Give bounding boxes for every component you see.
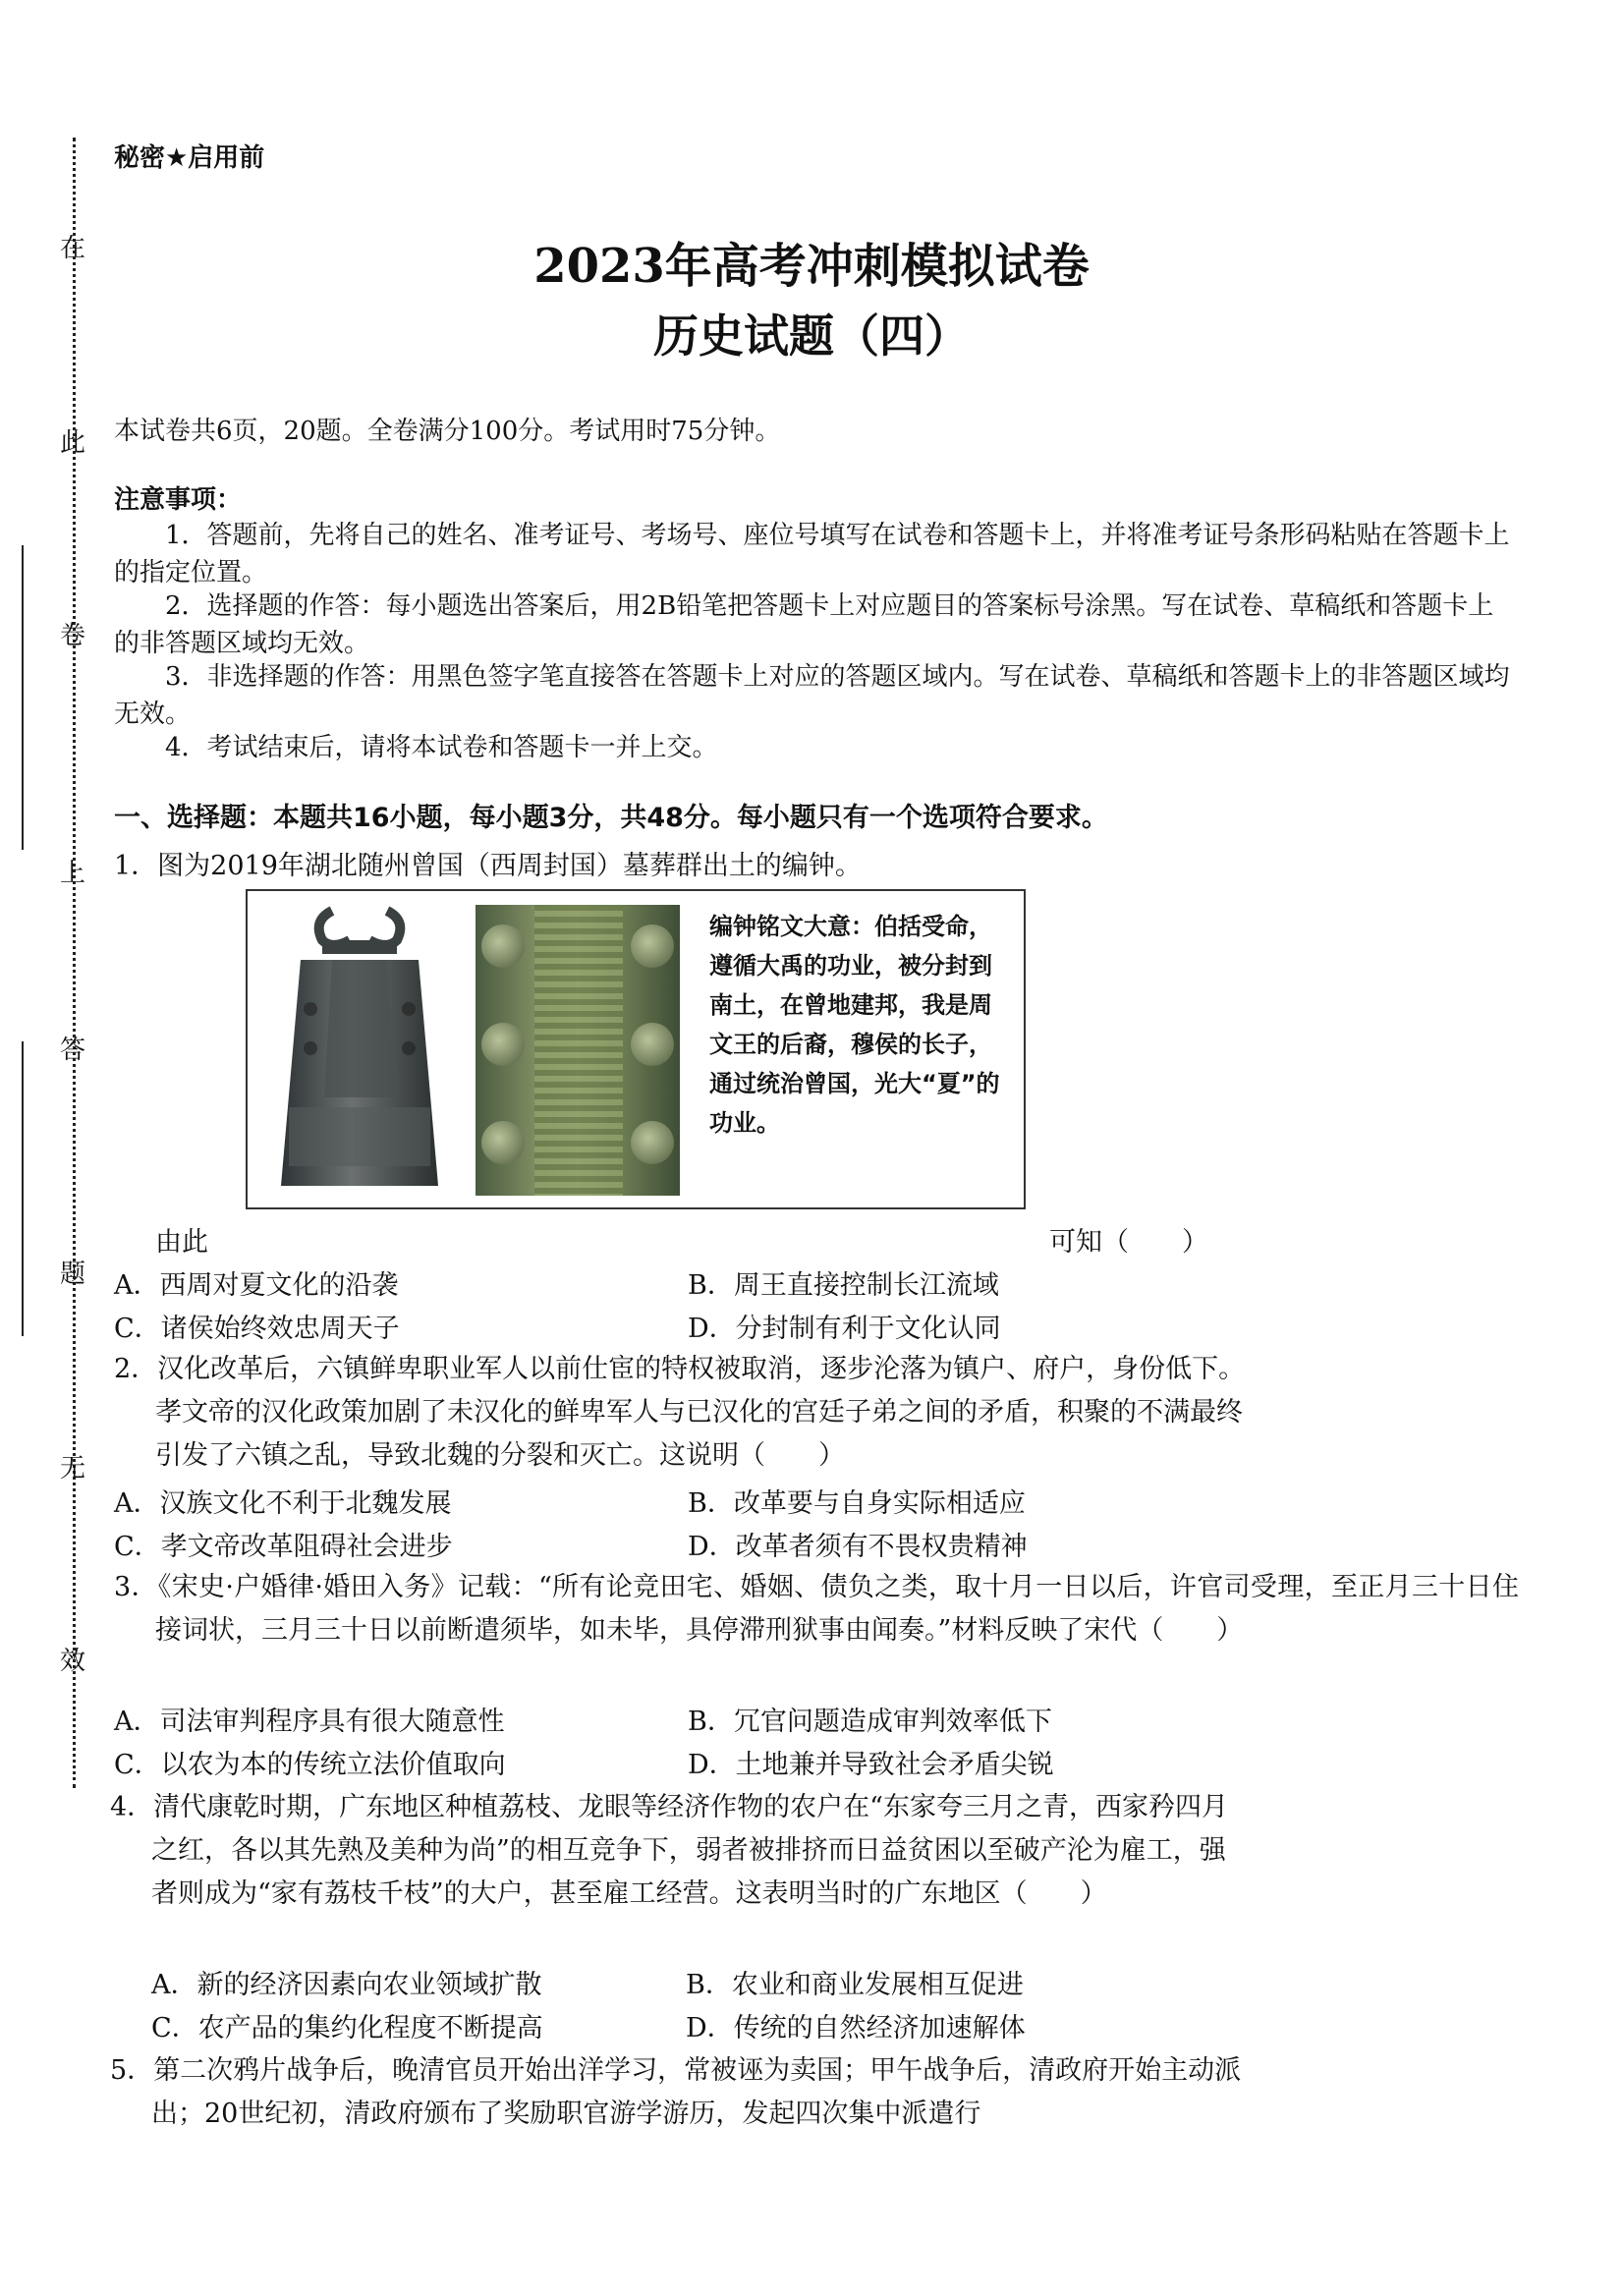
binding-char: 题 — [59, 1260, 85, 1289]
question-2-stem: 2．汉化改革后，六镇鲜卑职业军人以前仕宦的特权被取消，逐步沦落为镇户、府户，身份低下。孝文帝的汉化政策加剧了未汉化的鲜卑军人与已汉化的宫廷子弟之间的矛盾，积聚的不满最终引发了六镇之乱，导致北魏的分裂和灭亡。这说明（ ） — [114, 1354, 1246, 1471]
option-b: B．冗官问题造成审判效率低下 — [688, 1707, 1052, 1737]
question-1-stem: 1．图为2019年湖北随州曾国（西周封国）墓葬群出土的编钟。 — [114, 851, 862, 881]
option-b: B．农业和商业发展相互促进 — [686, 1970, 1024, 2000]
question-3-stem: 3．《宋史·户婚律·婚田入务》记载：“所有论竞田宅、婚姻、债负之类，取十月一日以后，许官司受理，至正月三十日住接词状，三月三十日以前断遣须毕，如未毕，具停滞刑狱事由闻奏。”材料反映了宋代（ ） — [114, 1572, 1519, 1646]
exam-title: 2023年高考冲刺模拟试卷 — [533, 239, 1090, 294]
binding-char: 无 — [59, 1454, 85, 1484]
exam-id-label — [0, 827, 1, 914]
option-b: B．改革要与自身实际相适应 — [688, 1488, 1026, 1519]
option-a: A．新的经济因素向农业领域扩散 — [151, 1970, 542, 2000]
exam-subtitle: 历史试题（四） — [653, 309, 970, 363]
name-label — [0, 1313, 1, 1356]
question-4-stem: 4．清代康乾时期，广东地区种植荔枝、龙眼等经济作物的农户在“东家夸三月之青，西家矜四月之红，各以其先熟及美种为尚”的相互竞争下，弱者被排挤而日益贫困以至破产沦为雇工，强者则成为“家有荔枝千枝”的大户，甚至雇工经营。这表明当时的广东地区（ ） — [110, 1792, 1228, 1909]
question-5-stem: 5．第二次鸦片战争后，晚清官员开始出洋学习，常被诬为卖国；甲午战争后，清政府开始主动派出；20世纪初，清政府颁布了奖励职官游学游历，发起四次集中派遣行 — [110, 2055, 1242, 2129]
binding-dotted-line — [73, 138, 76, 1788]
bronze-bell-image — [263, 901, 456, 1196]
note-item: 2．选择题的作答：每小题选出答案后，用2B铅笔把答题卡上对应题目的答案标号涂黑。写在试卷、草稿纸和答题卡上的非答题区域均无效。 — [114, 591, 1494, 658]
option-c: C．诸侯始终效忠周天子 — [114, 1314, 400, 1344]
option-a: A．汉族文化不利于北魏发展 — [114, 1488, 452, 1519]
binding-char: 效 — [59, 1647, 85, 1676]
section-heading: 一、选择题：本题共16小题，每小题3分，共48分。每小题只有一个选项符合要求。 — [114, 803, 1108, 833]
option-a: A．司法审判程序具有很大随意性 — [114, 1707, 505, 1737]
note-item: 3．非选择题的作答：用黑色签字笔直接答在答题卡上对应的答题区域内。写在试卷、草稿纸和答题卡上的非答题区域均无效。 — [114, 662, 1510, 729]
binding-char: 答 — [59, 1036, 85, 1065]
option-c: C．以农为本的传统立法价值取向 — [114, 1750, 506, 1780]
option-a: A．西周对夏文化的沿袭 — [114, 1270, 399, 1301]
inscription-image — [476, 905, 680, 1196]
option-d: D．传统的自然经济加速解体 — [686, 2013, 1026, 2044]
binding-char: 此 — [59, 428, 85, 458]
name-underline — [22, 1041, 24, 1336]
note-item: 4．考试结束后，请将本试卷和答题卡一并上交。 — [165, 733, 718, 762]
question-1-tail-right: 可知（ ） — [1049, 1227, 1208, 1258]
notes-heading: 注意事项： — [114, 485, 243, 515]
intro-text: 本试卷共6页，20题。全卷满分100分。考试用时75分钟。 — [114, 417, 781, 446]
question-1-tail-left: 由此 — [155, 1227, 208, 1258]
option-c: C．孝文帝改革阻碍社会进步 — [114, 1532, 453, 1562]
option-d: D．改革者须有不畏权贵精神 — [688, 1532, 1028, 1562]
id-underline — [22, 545, 24, 850]
binding-char: 上 — [59, 859, 85, 888]
note-item: 1．答题前，先将自己的姓名、准考证号、考场号、座位号填写在试卷和答题卡上，并将准考证号条形码粘贴在答题卡上的指定位置。 — [114, 521, 1510, 588]
binding-char: 在 — [59, 234, 85, 263]
option-d: D．土地兼并导致社会矛盾尖锐 — [688, 1750, 1054, 1780]
option-b: B．周王直接控制长江流域 — [688, 1270, 999, 1301]
bell-figure — [246, 889, 1026, 1209]
secret-mark: 秘密★启用前 — [114, 143, 265, 173]
option-d: D．分封制有利于文化认同 — [688, 1314, 1001, 1344]
option-c: C．农产品的集约化程度不断提高 — [151, 2013, 543, 2044]
inscription-caption: 编钟铭文大意：伯括受命，遵循大禹的功业，被分封到南土，在曾地建邦，我是周文王的后裔，穆侯的长子，通过统治曾国，光大“夏”的功业。 — [709, 913, 1000, 1137]
binding-char: 卷 — [59, 621, 85, 650]
